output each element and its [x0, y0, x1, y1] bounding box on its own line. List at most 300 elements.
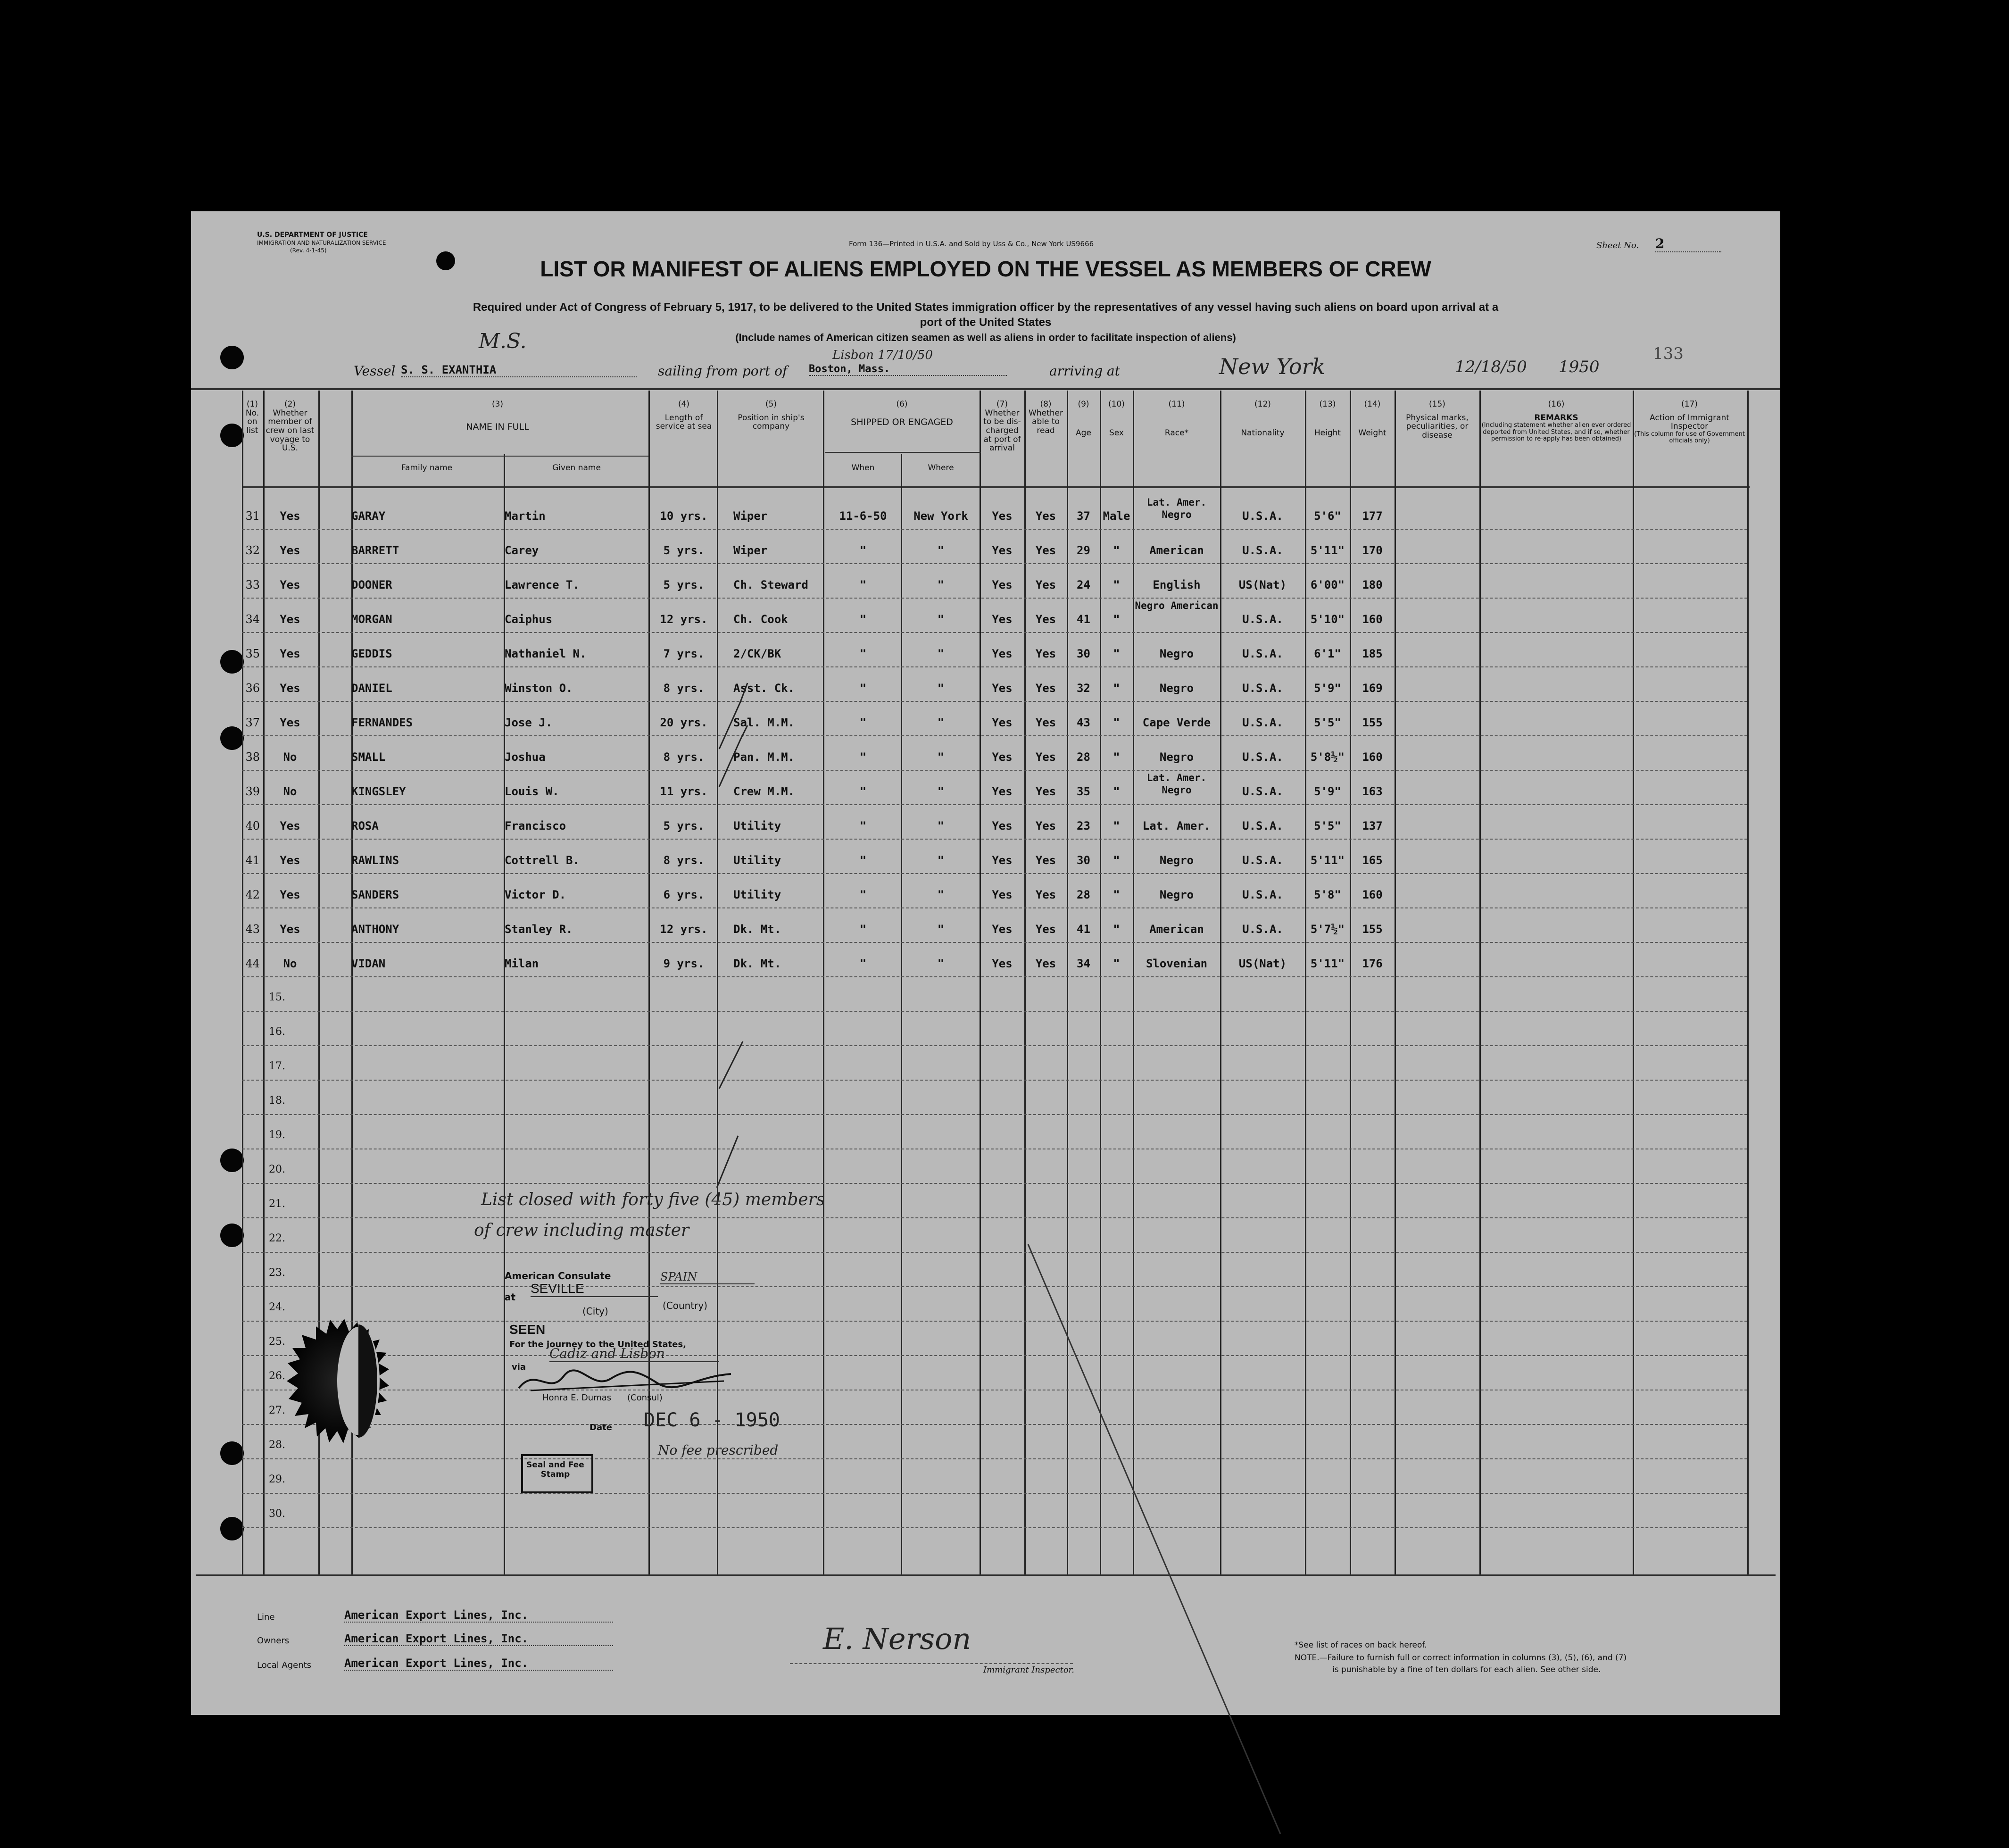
row-rule: [242, 942, 1747, 943]
cell-age: 28: [1077, 888, 1090, 901]
check-marks: [714, 485, 757, 1216]
column-divider: [823, 391, 824, 1574]
column-divider: [1747, 391, 1749, 1574]
cell-last: No: [283, 785, 297, 798]
row-rule: [242, 770, 1747, 771]
cell-given: Francisco: [505, 819, 566, 832]
cell-last: Yes: [280, 647, 300, 660]
cell-race: Negro American: [1135, 600, 1219, 611]
cell-nat: U.S.A.: [1242, 544, 1283, 557]
sailing-port: Boston, Mass.: [809, 363, 1007, 376]
table-header-rule: [243, 486, 1750, 488]
cell-no: 43: [245, 923, 260, 936]
cell-last: No: [283, 750, 297, 764]
cell-height: 5'11": [1310, 957, 1345, 970]
row-number: 22.: [269, 1232, 285, 1244]
cell-age: 23: [1077, 819, 1090, 832]
cell-read: Yes: [1035, 578, 1056, 591]
inspector-label: Immigrant Inspector.: [983, 1665, 1075, 1675]
cell-position: Wiper: [733, 509, 768, 523]
agents-label: Local Agents: [257, 1660, 312, 1670]
consulate-country: SPAIN: [660, 1270, 755, 1284]
cell-last: Yes: [280, 716, 300, 729]
cell-nat: U.S.A.: [1242, 647, 1283, 660]
cell-service: 12 yrs.: [660, 923, 708, 936]
cell-read: Yes: [1035, 682, 1056, 695]
row-rule: [242, 1045, 1747, 1046]
cell-where: ": [937, 888, 945, 901]
cell-weight: 185: [1362, 647, 1383, 660]
cell-race: Lat. Amer. Negro: [1146, 497, 1207, 520]
cell-no: 34: [245, 613, 260, 626]
ms-note: M.S.: [479, 329, 527, 353]
remarks-note: (Including statement whether alien ever ordered deported from United States, and if so, whether permission to re-apply has been obtained): [1481, 422, 1631, 442]
cell-given: Jose J.: [505, 716, 553, 729]
col-header-3: (3) NAME IN FULL: [466, 400, 529, 432]
cell-weight: 160: [1362, 613, 1383, 626]
cell-given: Carey: [505, 544, 539, 557]
cell-sex: ": [1113, 544, 1120, 557]
no-fee-note: No fee prescribed: [658, 1442, 779, 1458]
column-divider: [263, 391, 265, 1574]
cell-position: Dk. Mt.: [733, 923, 781, 936]
cell-height: 6'1": [1314, 647, 1341, 660]
line-value: American Export Lines, Inc.: [344, 1608, 613, 1623]
cell-where: New York: [913, 509, 968, 523]
footer-note-2: is punishable by a fine of ten dollars for each alien. See other side.: [1332, 1665, 1601, 1674]
cell-given: Stanley R.: [505, 923, 573, 936]
subtitle-3: (Include names of American citizen seamen as well as aliens in order to facilitate inspection of aliens): [735, 332, 1236, 343]
cell-when: ": [859, 923, 867, 936]
cell-when: ": [859, 647, 867, 660]
cell-position: Asst. Ck.: [733, 682, 795, 695]
cell-sex: ": [1113, 923, 1120, 936]
cell-race: Negro: [1159, 750, 1194, 764]
cell-when: ": [859, 854, 867, 867]
cell-family: VIDAN: [351, 957, 386, 970]
punch-hole: [220, 1441, 244, 1465]
cell-when: 11-6-50: [839, 509, 887, 523]
row-rule: [242, 1355, 1747, 1356]
row-rule: [242, 873, 1747, 874]
table-top-rule: [191, 388, 1780, 390]
cell-service: 12 yrs.: [660, 613, 708, 626]
column-divider: [1350, 391, 1351, 1574]
cell-disch: Yes: [992, 509, 1013, 523]
row-number: 23.: [269, 1267, 285, 1279]
row-rule: [242, 1458, 1747, 1459]
cell-where: ": [937, 923, 945, 936]
consulate-label: American Consulate: [505, 1270, 611, 1282]
cell-read: Yes: [1035, 957, 1056, 970]
cell-service: 9 yrs.: [663, 957, 705, 970]
cell-where: ": [937, 750, 945, 764]
row-number: 26.: [269, 1370, 285, 1382]
cell-disch: Yes: [992, 750, 1013, 764]
footer-rule: [196, 1574, 1776, 1576]
cell-no: 32: [245, 544, 260, 557]
cell-weight: 176: [1362, 957, 1383, 970]
punch-hole: [220, 726, 244, 750]
cell-family: DOONER: [351, 578, 392, 591]
cell-disch: Yes: [992, 544, 1013, 557]
cell-nat: US(Nat): [1238, 578, 1287, 591]
col-header-14: (14) Weight: [1358, 400, 1386, 438]
row-number: 29.: [269, 1473, 285, 1485]
consul-label: (Consul): [627, 1393, 663, 1403]
cell-nat: U.S.A.: [1242, 682, 1283, 695]
row-rule: [242, 1321, 1747, 1322]
cell-sex: ": [1113, 613, 1120, 626]
cell-age: 41: [1077, 613, 1090, 626]
cell-disch: Yes: [992, 923, 1013, 936]
journey-label: For the journey to the United States,: [509, 1340, 686, 1349]
cell-no: 38: [245, 750, 260, 764]
cell-age: 43: [1077, 716, 1090, 729]
cell-race: Cape Verde: [1142, 716, 1211, 729]
row-rule: [242, 1424, 1747, 1425]
action-note: (This column for use of Government officials only): [1634, 431, 1745, 445]
row-rule: [242, 1493, 1747, 1494]
row-rule: [242, 666, 1747, 667]
cell-age: 32: [1077, 682, 1090, 695]
cell-position: Ch. Cook: [733, 613, 788, 626]
cell-height: 6'00": [1310, 578, 1345, 591]
cell-family: FERNANDES: [351, 716, 413, 729]
column-divider: [1305, 391, 1306, 1574]
cell-weight: 160: [1362, 888, 1383, 901]
page-title: LIST OR MANIFEST OF ALIENS EMPLOYED ON THE VESSEL AS MEMBERS OF CREW: [540, 257, 1431, 281]
cell-when: ": [859, 716, 867, 729]
cell-family: ANTHONY: [351, 923, 399, 936]
row-rule: [242, 632, 1747, 633]
row-rule: [242, 1011, 1747, 1012]
cell-nat: U.S.A.: [1242, 888, 1283, 901]
cell-position: Utility: [733, 819, 781, 832]
cell-where: ": [937, 854, 945, 867]
cell-last: Yes: [280, 923, 300, 936]
cell-position: Utility: [733, 854, 781, 867]
agents-value: American Export Lines, Inc.: [344, 1657, 613, 1671]
cell-weight: 169: [1362, 682, 1383, 695]
cell-nat: US(Nat): [1238, 957, 1287, 970]
cell-service: 5 yrs.: [663, 578, 705, 591]
date-label: Date: [589, 1423, 612, 1432]
cell-age: 34: [1077, 957, 1090, 970]
cell-when: ": [859, 819, 867, 832]
cell-sex: ": [1113, 819, 1120, 832]
cell-sex: ": [1113, 888, 1120, 901]
punch-hole: [220, 1224, 244, 1247]
cell-age: 28: [1077, 750, 1090, 764]
cell-read: Yes: [1035, 923, 1056, 936]
cell-disch: Yes: [992, 647, 1013, 660]
cell-family: BARRETT: [351, 544, 399, 557]
col-header-where: Where: [928, 463, 954, 473]
row-rule: [242, 1217, 1747, 1218]
cell-when: ": [859, 750, 867, 764]
cell-read: Yes: [1035, 509, 1056, 523]
col-header-9: (9) Age: [1076, 400, 1091, 438]
punch-hole: [220, 650, 244, 674]
row-rule: [242, 1527, 1747, 1528]
sheet-number: 2: [1655, 236, 1721, 252]
cell-last: Yes: [280, 888, 300, 901]
punch-hole: [220, 346, 244, 369]
cell-weight: 170: [1362, 544, 1383, 557]
consulate-at: at: [505, 1291, 516, 1303]
cell-height: 5'11": [1310, 544, 1345, 557]
col-header-10: (10) Sex: [1108, 400, 1125, 438]
cell-where: ": [937, 716, 945, 729]
service-line: IMMIGRATION AND NATURALIZATION SERVICE: [257, 240, 386, 246]
cell-no: 41: [245, 854, 260, 867]
cell-service: 6 yrs.: [663, 888, 705, 901]
cell-race: English: [1153, 578, 1201, 591]
cell-service: 11 yrs.: [660, 785, 708, 798]
cell-given: Louis W.: [505, 785, 559, 798]
seen-label: SEEN: [509, 1322, 546, 1337]
cell-disch: Yes: [992, 785, 1013, 798]
page-number: 133: [1653, 344, 1684, 363]
col-header-4: (4) Length of service at sea: [656, 400, 712, 432]
via-label: via: [512, 1362, 526, 1372]
col-header-16: (16) REMARKS (Including statement whether alien ever ordered deported from United States, and if so, whether permission to re-apply has been obtained): [1481, 400, 1631, 442]
cell-last: No: [283, 957, 297, 970]
cell-family: GEDDIS: [351, 647, 392, 660]
cell-position: 2/CK/BK: [733, 647, 781, 660]
cell-read: Yes: [1035, 544, 1056, 557]
cell-service: 8 yrs.: [663, 854, 705, 867]
cell-when: ": [859, 578, 867, 591]
cell-height: 5'9": [1314, 682, 1341, 695]
col-header-13: (13) Height: [1314, 400, 1341, 438]
cell-height: 5'8": [1314, 888, 1341, 901]
vessel-name: S. S. EXANTHIA: [401, 363, 637, 377]
cell-given: Victor D.: [505, 888, 566, 901]
cell-sex: ": [1113, 578, 1120, 591]
row-number: 19.: [269, 1129, 285, 1141]
column-divider: [1479, 391, 1481, 1574]
cell-age: 24: [1077, 578, 1090, 591]
cell-where: ": [937, 544, 945, 557]
cell-no: 35: [245, 647, 260, 660]
cell-service: 8 yrs.: [663, 750, 705, 764]
cell-no: 36: [245, 682, 260, 695]
cell-no: 42: [245, 888, 260, 901]
cell-sex: ": [1113, 854, 1120, 867]
cell-sex: ": [1113, 785, 1120, 798]
row-rule: [242, 1080, 1747, 1081]
row-rule: [242, 563, 1747, 564]
consul-name: Honra E. Dumas: [542, 1393, 612, 1403]
cell-position: Sal. M.M.: [733, 716, 795, 729]
rev-line: (Rev. 4-1-45): [290, 247, 327, 254]
cell-disch: Yes: [992, 854, 1013, 867]
cell-sex: ": [1113, 716, 1120, 729]
row-number: 24.: [269, 1301, 285, 1313]
cell-position: Wiper: [733, 544, 768, 557]
cell-given: Martin: [505, 509, 546, 523]
cell-last: Yes: [280, 509, 300, 523]
arriving-port: New York: [1219, 354, 1326, 379]
row-number: 20.: [269, 1164, 285, 1175]
cell-where: ": [937, 682, 945, 695]
cell-family: RAWLINS: [351, 854, 399, 867]
row-number: 28.: [269, 1439, 285, 1451]
col-header-when: When: [851, 463, 875, 473]
form-line: Form 136—Printed in U.S.A. and Sold by Uss & Co., New York US9666: [849, 240, 1094, 248]
col-header-given: Given name: [552, 463, 601, 473]
cell-weight: 180: [1362, 578, 1383, 591]
cell-weight: 165: [1362, 854, 1383, 867]
col-header-6: (6) SHIPPED OR ENGAGED: [851, 400, 953, 427]
seal-fee-stamp-label: Seal and Fee Stamp: [526, 1460, 584, 1479]
cell-nat: U.S.A.: [1242, 854, 1283, 867]
cell-last: Yes: [280, 819, 300, 832]
cell-service: 10 yrs.: [660, 509, 708, 523]
cell-nat: U.S.A.: [1242, 923, 1283, 936]
cell-last: Yes: [280, 854, 300, 867]
cell-family: DANIEL: [351, 682, 392, 695]
cell-race: Lat. Amer. Negro: [1146, 772, 1207, 796]
punch-hole: [220, 1149, 244, 1172]
cell-race: Negro: [1159, 682, 1194, 695]
row-number: 30.: [269, 1508, 285, 1520]
cell-weight: 177: [1362, 509, 1383, 523]
cell-position: Ch. Steward: [733, 578, 808, 591]
consulate-city: SEVILLE: [531, 1281, 658, 1297]
cell-position: Pan. M.M.: [733, 750, 795, 764]
closing-note-1: List closed with forty five (45) members: [481, 1190, 825, 1209]
cell-where: ": [937, 578, 945, 591]
cell-age: 30: [1077, 854, 1090, 867]
cell-where: ": [937, 785, 945, 798]
cell-given: Winston O.: [505, 682, 573, 695]
cell-nat: U.S.A.: [1242, 819, 1283, 832]
cell-no: 44: [245, 957, 260, 970]
cell-nat: U.S.A.: [1242, 716, 1283, 729]
cell-nat: U.S.A.: [1242, 750, 1283, 764]
row-number: 16.: [269, 1026, 285, 1038]
cell-position: Utility: [733, 888, 781, 901]
cell-age: 35: [1077, 785, 1090, 798]
col-header-8: (8) Whether able to read: [1029, 400, 1063, 436]
cell-service: 8 yrs.: [663, 682, 705, 695]
row-rule: [242, 839, 1747, 840]
cell-race: American: [1149, 923, 1204, 936]
col-header-7: (7) Whether to be dis-charged at port of arrival: [983, 400, 1021, 453]
line-label: Line: [257, 1612, 275, 1622]
cell-sex: Male: [1103, 509, 1130, 523]
cell-read: Yes: [1035, 819, 1056, 832]
cell-nat: U.S.A.: [1242, 509, 1283, 523]
row-number: 15.: [269, 991, 285, 1003]
cell-age: 41: [1077, 923, 1090, 936]
cell-when: ": [859, 957, 867, 970]
consulate-date: DEC 6 - 1950: [644, 1409, 780, 1431]
col-header-15: (15) Physical marks, peculiarities, or disease: [1406, 400, 1469, 441]
city-label: (City): [582, 1306, 608, 1317]
shipped-subheader-rule: [825, 452, 981, 453]
row-rule: [242, 1286, 1747, 1287]
cell-given: Milan: [505, 957, 539, 970]
cell-family: GARAY: [351, 509, 386, 523]
cell-given: Caiphus: [505, 613, 553, 626]
vessel-label: Vessel: [354, 363, 396, 379]
row-rule: [242, 598, 1747, 599]
column-divider: [242, 391, 243, 1574]
sheet-label: Sheet No.: [1596, 241, 1639, 250]
cell-race: American: [1149, 544, 1204, 557]
cell-sex: ": [1113, 647, 1120, 660]
cell-disch: Yes: [992, 888, 1013, 901]
cell-given: Joshua: [505, 750, 546, 764]
cell-family: ROSA: [351, 819, 379, 832]
sailing-label: sailing from port of: [658, 363, 788, 379]
cell-where: ": [937, 613, 945, 626]
row-rule: [242, 1252, 1747, 1253]
cell-family: KINGSLEY: [351, 785, 406, 798]
cell-height: 5'9": [1314, 785, 1341, 798]
cell-height: 5'11": [1310, 854, 1345, 867]
cell-height: 5'5": [1314, 716, 1341, 729]
cell-age: 29: [1077, 544, 1090, 557]
cell-race: Negro: [1159, 854, 1194, 867]
cell-sex: ": [1113, 750, 1120, 764]
cell-when: ": [859, 544, 867, 557]
cell-service: 5 yrs.: [663, 544, 705, 557]
arrival-year: 1950: [1559, 358, 1600, 376]
cell-position: Crew M.M.: [733, 785, 795, 798]
cell-height: 5'10": [1310, 613, 1345, 626]
cell-weight: 163: [1362, 785, 1383, 798]
cell-weight: 155: [1362, 923, 1383, 936]
cell-height: 5'8½": [1310, 750, 1345, 764]
lisbon-note: Lisbon 17/10/50: [832, 348, 933, 362]
cell-race: Lat. Amer.: [1142, 819, 1211, 832]
arrival-date: 12/18/50: [1455, 358, 1527, 376]
row-rule: [242, 701, 1747, 702]
cell-height: 5'7½": [1310, 923, 1345, 936]
cell-last: Yes: [280, 613, 300, 626]
col-header-17: (17) Action of Immigrant Inspector (This column for use of Government officials only): [1634, 400, 1745, 445]
cell-when: ": [859, 613, 867, 626]
cell-age: 30: [1077, 647, 1090, 660]
cell-read: Yes: [1035, 750, 1056, 764]
dept-line: U.S. DEPARTMENT OF JUSTICE: [257, 231, 368, 239]
row-rule: [242, 735, 1747, 736]
cell-service: 5 yrs.: [663, 819, 705, 832]
closing-note-2: of crew including master: [474, 1221, 689, 1240]
cell-where: ": [937, 647, 945, 660]
footer-note-1: NOTE.—Failure to furnish full or correct information in columns (3), (5), (6), and (7): [1295, 1653, 1627, 1663]
cell-disch: Yes: [992, 957, 1013, 970]
col-header-family: Family name: [401, 463, 453, 473]
owners-label: Owners: [257, 1636, 290, 1646]
owners-value: American Export Lines, Inc.: [344, 1632, 613, 1646]
cell-nat: U.S.A.: [1242, 785, 1283, 798]
cell-weight: 155: [1362, 716, 1383, 729]
cell-given: Lawrence T.: [505, 578, 580, 591]
cancel-stroke: [1026, 1235, 1290, 1848]
col-header-1: (1) No. on list: [245, 400, 259, 436]
cell-weight: 160: [1362, 750, 1383, 764]
column-divider: [980, 391, 981, 1574]
cell-read: Yes: [1035, 888, 1056, 901]
row-rule: [242, 1114, 1747, 1115]
row-number: 17.: [269, 1060, 285, 1072]
